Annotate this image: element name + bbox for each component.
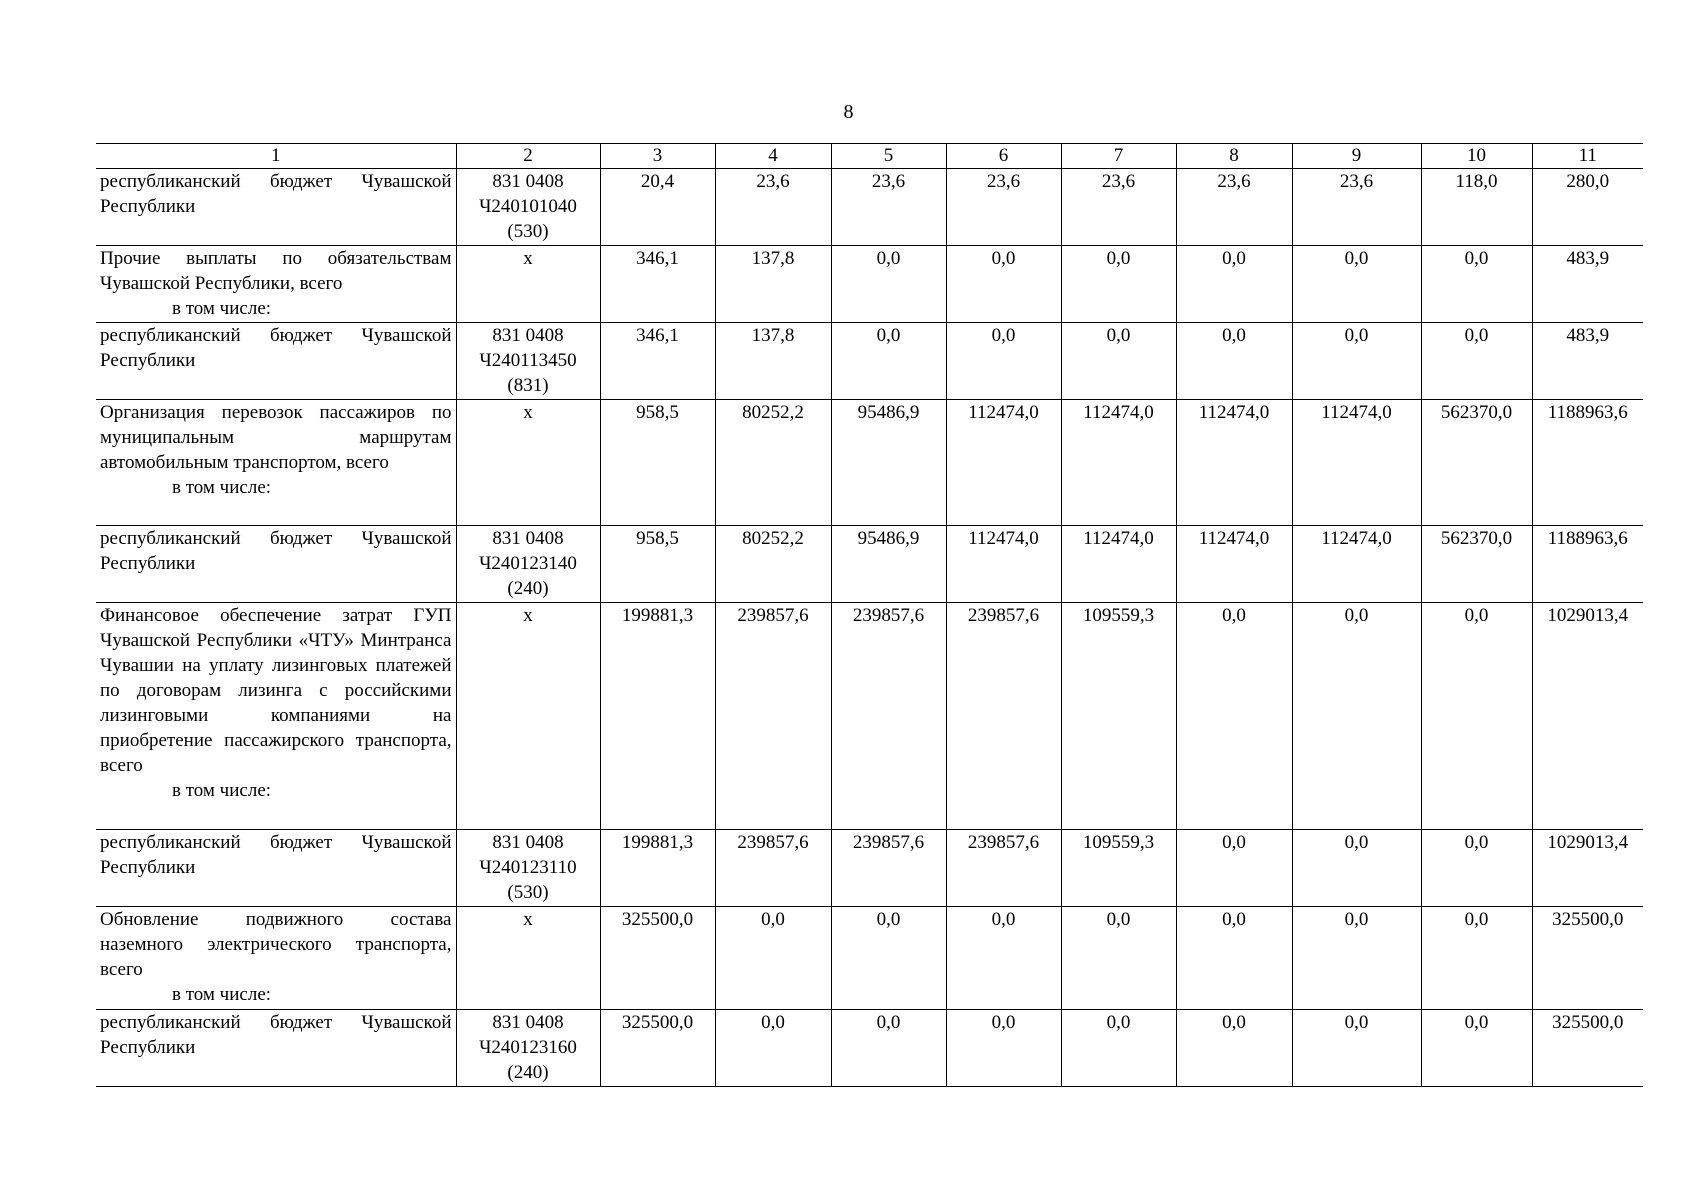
row-name-cell: [96, 907, 456, 1010]
value-cell: 0,0: [1421, 603, 1532, 830]
budget-code-line: 831 0408: [492, 832, 564, 853]
column-header: 1: [96, 144, 456, 169]
value-cell: 0,0: [1421, 246, 1532, 323]
value-cell: 0,0: [1061, 1010, 1176, 1087]
budget-code-line: 831 0408: [492, 171, 564, 192]
value-cell: 80252,2: [715, 400, 831, 526]
value-cell: 0,0: [831, 1010, 946, 1087]
table-row: [96, 907, 1643, 1010]
row-name-cell: [96, 400, 456, 526]
value-cell: 239857,6: [715, 603, 831, 830]
value-cell: 199881,3: [600, 830, 715, 907]
budget-code-line: (240): [507, 1062, 549, 1083]
value-cell: 346,1: [600, 246, 715, 323]
row-name: республиканский бюджет Чувашской Республики: [100, 325, 452, 371]
column-header: 3: [600, 144, 715, 169]
value-cell: 1188963,6: [1532, 526, 1643, 603]
value-cell: 109559,3: [1061, 603, 1176, 830]
row-name-cell: [96, 246, 456, 323]
column-header: 11: [1532, 144, 1643, 169]
row-name-cell: [96, 526, 456, 603]
value-cell: 23,6: [1292, 169, 1421, 246]
budget-code-line: Ч240123160: [479, 1037, 577, 1058]
value-cell: 109559,3: [1061, 830, 1176, 907]
row-subtitle: в том числе:: [172, 298, 272, 319]
column-header: 7: [1061, 144, 1176, 169]
table-row: [96, 603, 1643, 830]
budget-code-line: (240): [507, 578, 549, 599]
value-cell: 0,0: [1421, 1010, 1532, 1087]
value-cell: 112474,0: [1061, 526, 1176, 603]
budget-code-line: Ч240113450: [479, 350, 577, 371]
budget-code-line: Ч240101040: [479, 196, 577, 217]
value-cell: 20,4: [600, 169, 715, 246]
table-row: [96, 1010, 1643, 1087]
budget-code-cell: [456, 907, 600, 1010]
value-cell: 112474,0: [946, 526, 1061, 603]
value-cell: 112474,0: [1061, 400, 1176, 526]
row-name: республиканский бюджет Чувашской Республики: [100, 832, 452, 878]
row-name: Финансовое обеспечение затрат ГУП Чувашской Республики «ЧТУ» Минтранса Чувашии на уплату лизинговых платежей по договорам лизинга с российскими лизинговыми компаниями на приобретение пассажирского транспорта, всего: [100, 605, 452, 776]
value-cell: 325500,0: [600, 907, 715, 1010]
value-cell: 0,0: [1292, 907, 1421, 1010]
value-cell: 483,9: [1532, 323, 1643, 400]
value-cell: 0,0: [1176, 323, 1292, 400]
budget-code-line: Ч240123110: [479, 857, 577, 878]
row-name-cell: [96, 603, 456, 830]
row-name-cell: [96, 830, 456, 907]
value-cell: 239857,6: [946, 603, 1061, 830]
row-subtitle: в том числе:: [172, 780, 272, 801]
value-cell: 958,5: [600, 526, 715, 603]
value-cell: 325500,0: [1532, 907, 1643, 1010]
row-name: республиканский бюджет Чувашской Республики: [100, 171, 452, 217]
value-cell: 0,0: [1292, 603, 1421, 830]
value-cell: 112474,0: [1176, 400, 1292, 526]
value-cell: 0,0: [1421, 323, 1532, 400]
value-cell: 0,0: [1061, 907, 1176, 1010]
value-cell: 0,0: [1061, 246, 1176, 323]
value-cell: 346,1: [600, 323, 715, 400]
value-cell: 23,6: [1176, 169, 1292, 246]
budget-code-line: x: [523, 248, 533, 269]
row-subtitle: в том числе:: [172, 477, 272, 498]
budget-code-line: x: [523, 909, 533, 930]
row-name: Прочие выплаты по обязательствам Чувашской Республики, всего: [100, 248, 452, 294]
value-cell: 112474,0: [1292, 526, 1421, 603]
value-cell: 958,5: [600, 400, 715, 526]
value-cell: 325500,0: [1532, 1010, 1643, 1087]
value-cell: 23,6: [1061, 169, 1176, 246]
column-header: 5: [831, 144, 946, 169]
value-cell: 1188963,6: [1532, 400, 1643, 526]
budget-code-cell: [456, 246, 600, 323]
value-cell: 0,0: [1292, 246, 1421, 323]
column-header: 10: [1421, 144, 1532, 169]
row-name: Обновление подвижного состава наземного электрического транспорта, всего: [100, 909, 452, 980]
row-name-cell: [96, 1010, 456, 1087]
budget-code-line: x: [523, 605, 533, 626]
value-cell: 1029013,4: [1532, 830, 1643, 907]
value-cell: 80252,2: [715, 526, 831, 603]
value-cell: 562370,0: [1421, 526, 1532, 603]
value-cell: 239857,6: [715, 830, 831, 907]
value-cell: 23,6: [831, 169, 946, 246]
budget-code-cell: [456, 830, 600, 907]
value-cell: 0,0: [1421, 830, 1532, 907]
value-cell: 199881,3: [600, 603, 715, 830]
row-name: республиканский бюджет Чувашской Республики: [100, 1012, 452, 1058]
page-number: 8: [843, 101, 854, 123]
budget-code-line: 831 0408: [492, 325, 564, 346]
value-cell: 325500,0: [600, 1010, 715, 1087]
budget-code-line: (530): [507, 882, 549, 903]
value-cell: 0,0: [1292, 1010, 1421, 1087]
row-name-cell: [96, 169, 456, 246]
value-cell: 137,8: [715, 246, 831, 323]
value-cell: 112474,0: [946, 400, 1061, 526]
budget-table: [96, 143, 1643, 1087]
value-cell: 0,0: [1176, 830, 1292, 907]
column-number-row: [96, 144, 1643, 169]
table-row: [96, 400, 1643, 526]
column-header: 6: [946, 144, 1061, 169]
value-cell: 0,0: [831, 323, 946, 400]
value-cell: 95486,9: [831, 400, 946, 526]
value-cell: 118,0: [1421, 169, 1532, 246]
row-name: республиканский бюджет Чувашской Республики: [100, 528, 452, 574]
column-header: 2: [456, 144, 600, 169]
table-row: [96, 830, 1643, 907]
value-cell: 95486,9: [831, 526, 946, 603]
column-header: 4: [715, 144, 831, 169]
value-cell: 239857,6: [831, 603, 946, 830]
budget-code-cell: [456, 603, 600, 830]
value-cell: 0,0: [1176, 907, 1292, 1010]
value-cell: 0,0: [1176, 1010, 1292, 1087]
row-subtitle: в том числе:: [172, 984, 272, 1005]
value-cell: 0,0: [831, 907, 946, 1010]
value-cell: 0,0: [831, 246, 946, 323]
value-cell: 0,0: [946, 1010, 1061, 1087]
value-cell: 1029013,4: [1532, 603, 1643, 830]
value-cell: 0,0: [1421, 907, 1532, 1010]
budget-code-line: 831 0408: [492, 528, 564, 549]
value-cell: 112474,0: [1292, 400, 1421, 526]
budget-code-line: x: [523, 402, 533, 423]
budget-code-line: Ч240123140: [479, 553, 577, 574]
value-cell: 0,0: [1292, 323, 1421, 400]
value-cell: 0,0: [1176, 246, 1292, 323]
budget-code-cell: [456, 1010, 600, 1087]
budget-code-line: (530): [507, 221, 549, 242]
value-cell: 239857,6: [946, 830, 1061, 907]
value-cell: 112474,0: [1176, 526, 1292, 603]
table-row: [96, 169, 1643, 246]
table-row: [96, 323, 1643, 400]
value-cell: 0,0: [1176, 603, 1292, 830]
row-name-cell: [96, 323, 456, 400]
budget-code-line: (831): [507, 375, 549, 396]
value-cell: 0,0: [1292, 830, 1421, 907]
value-cell: 23,6: [715, 169, 831, 246]
budget-code-cell: [456, 400, 600, 526]
value-cell: 23,6: [946, 169, 1061, 246]
budget-code-cell: [456, 169, 600, 246]
value-cell: 137,8: [715, 323, 831, 400]
value-cell: 483,9: [1532, 246, 1643, 323]
row-name: Организация перевозок пассажиров по муниципальным маршрутам автомобильным транспортом, всего: [100, 402, 452, 473]
value-cell: 239857,6: [831, 830, 946, 907]
column-header: 8: [1176, 144, 1292, 169]
column-header: 9: [1292, 144, 1421, 169]
value-cell: 0,0: [715, 907, 831, 1010]
value-cell: 0,0: [1061, 323, 1176, 400]
table-row: [96, 526, 1643, 603]
value-cell: 280,0: [1532, 169, 1643, 246]
value-cell: 562370,0: [1421, 400, 1532, 526]
value-cell: 0,0: [715, 1010, 831, 1087]
table-row: [96, 246, 1643, 323]
value-cell: 0,0: [946, 246, 1061, 323]
budget-code-cell: [456, 323, 600, 400]
budget-code-cell: [456, 526, 600, 603]
value-cell: 0,0: [946, 323, 1061, 400]
value-cell: 0,0: [946, 907, 1061, 1010]
budget-code-line: 831 0408: [492, 1012, 564, 1033]
